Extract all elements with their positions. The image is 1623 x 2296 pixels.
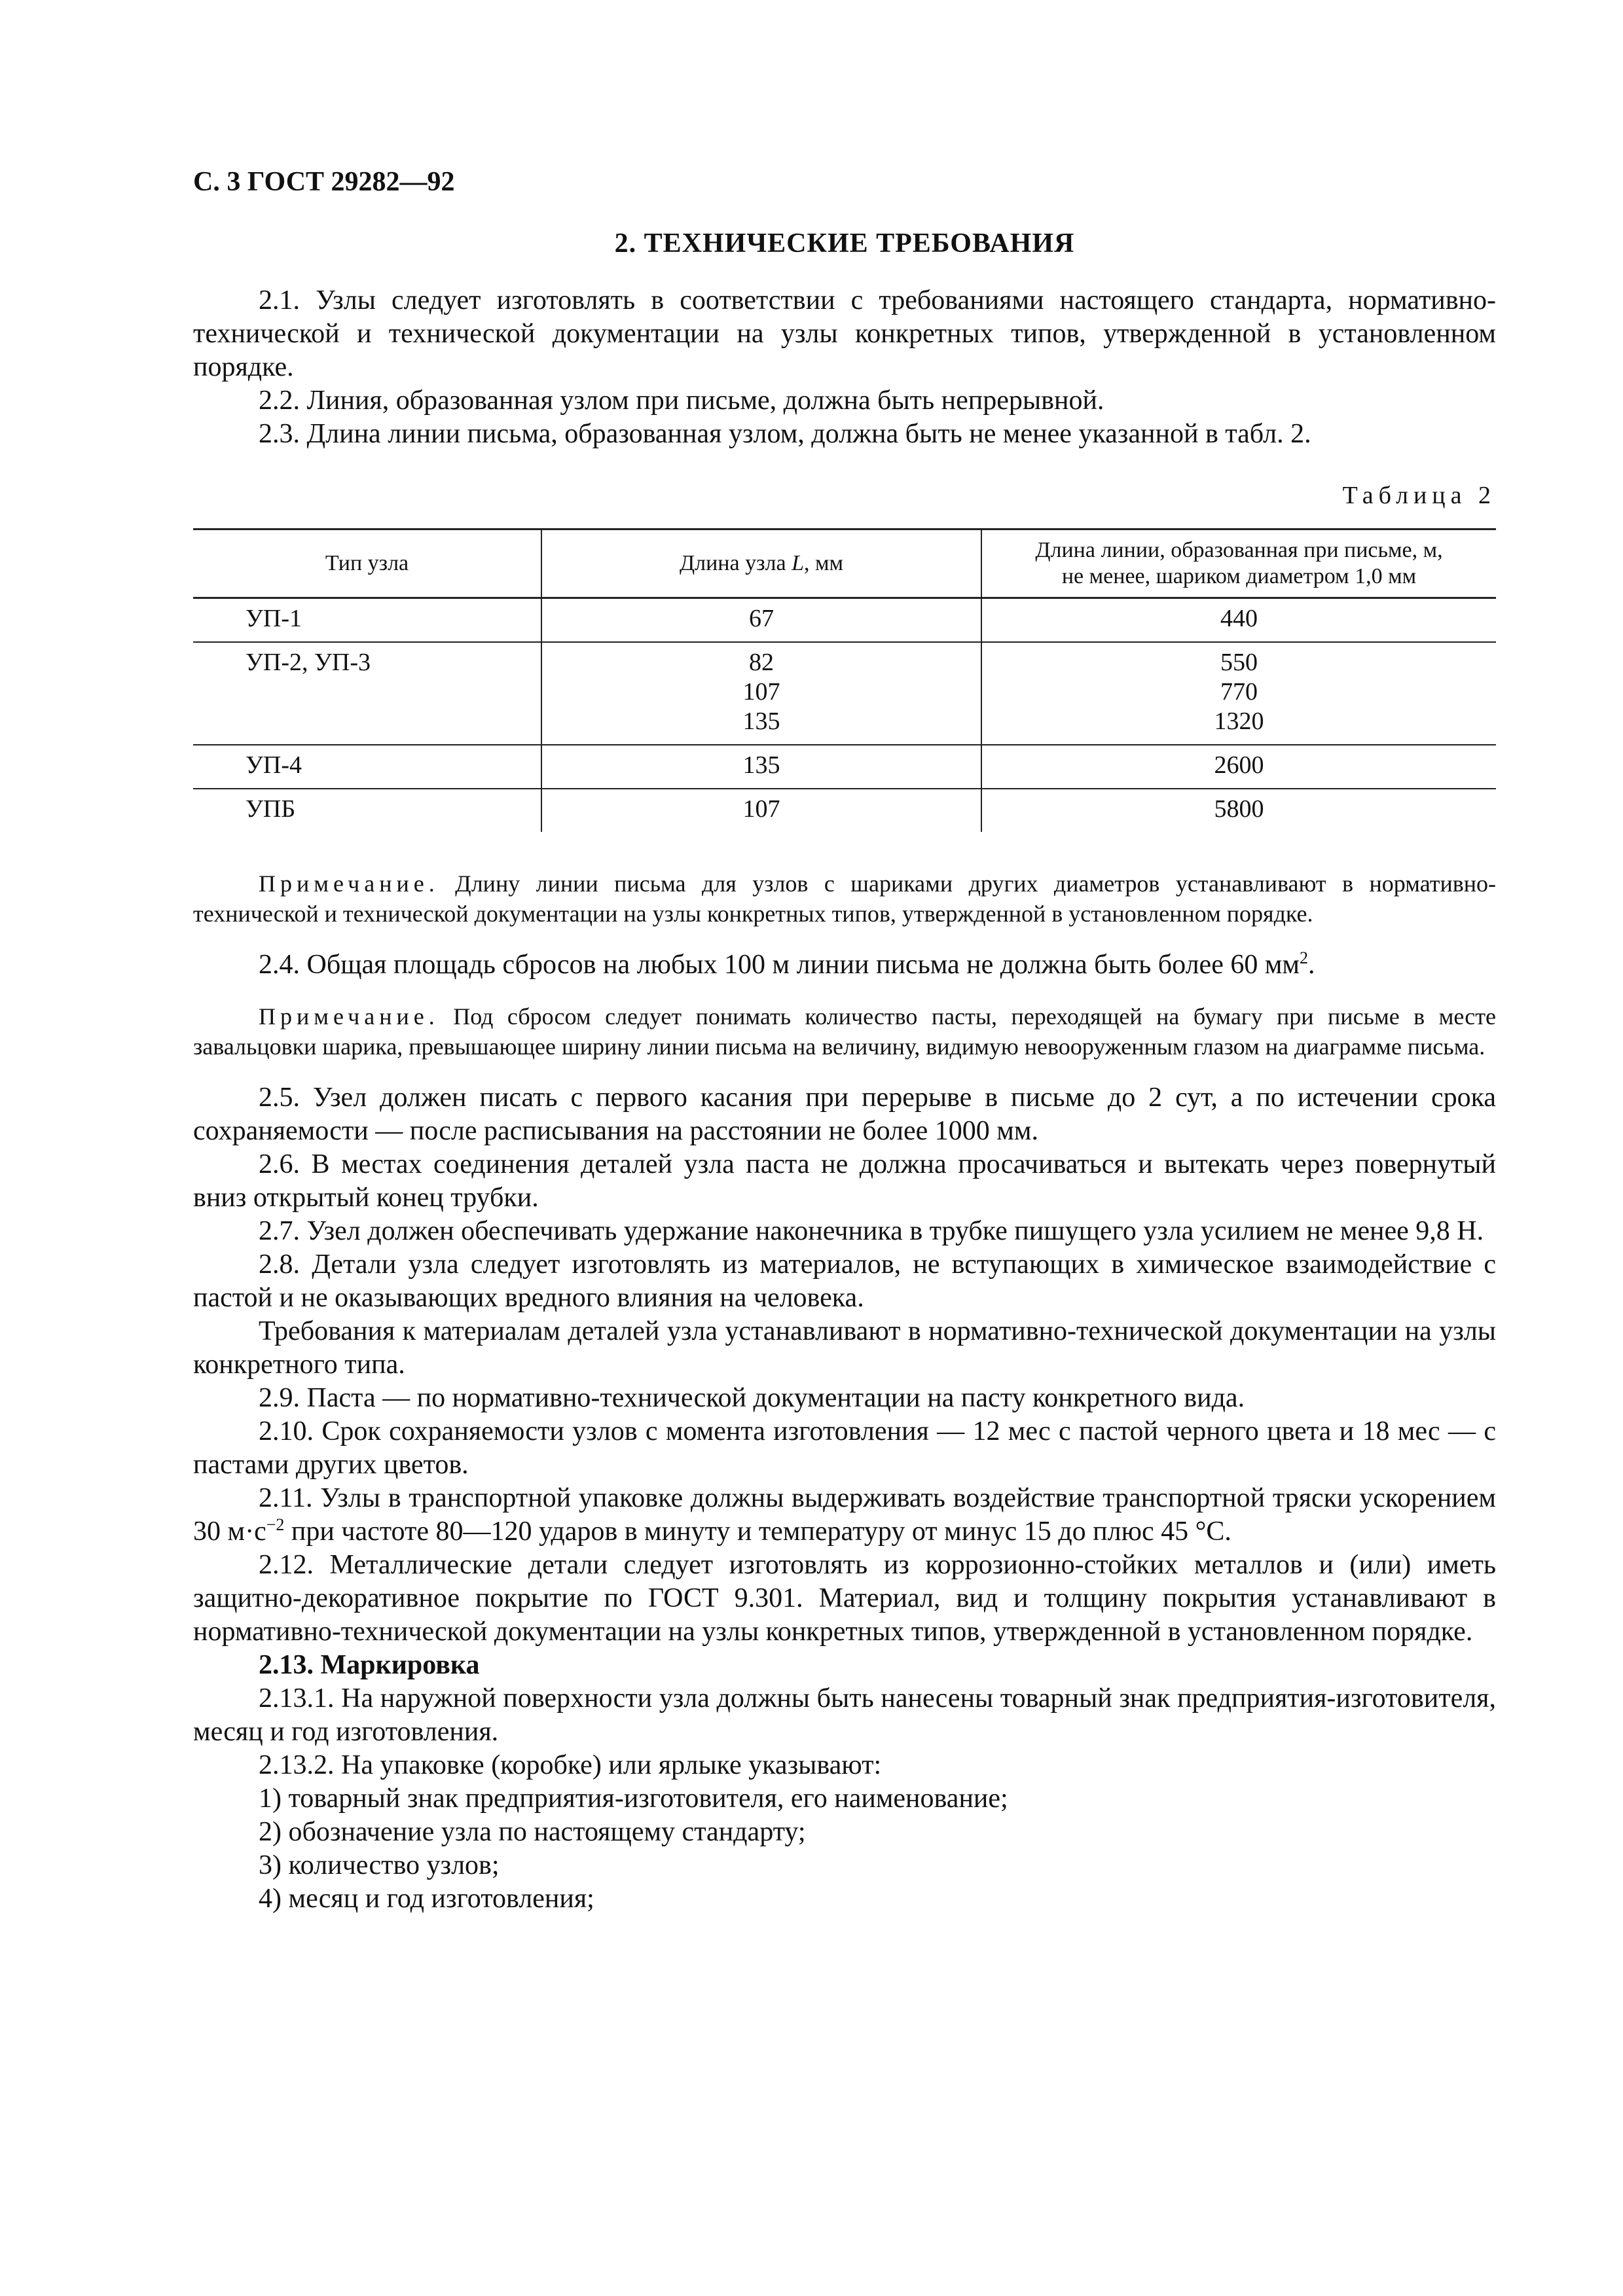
paragraph-2-11: 2.11. Узлы в транспортной упаковке должны выдерживать воздействие транспортной тряски ускорением 30 $м\cdot с^{-2}$ при частоте 80—120 ударов в минуту и температуру от минус 15 до плюс 45 °С.	[193, 1483, 1496, 1547]
paragraph-2-7: 2.7. Узел должен обеспечивать удержание наконечника в трубке пишущего узла усилием не менее 9,8 Н.	[259, 1216, 1484, 1246]
paragraph-2-1: 2.1. Узлы следует изготовлять в соответствии с требованиями настоящего стандарта, нормативно-технической и технической документации на узлы конкретных типов, утвержденной в установленном порядке.	[193, 285, 1496, 382]
cell-type: УПБ	[246, 795, 296, 823]
table-header-row	[193, 529, 1496, 598]
cell-type: УП-4	[193, 745, 541, 789]
cell-line: 2600	[981, 745, 1496, 789]
table-header-length: Длина узла L, мм	[541, 529, 981, 598]
list-item: 3) количество узлов;	[259, 1850, 500, 1880]
table-row	[193, 745, 1496, 789]
cell-length: 135	[541, 745, 981, 789]
cell-length: 67	[541, 598, 981, 643]
cell-type: УП-1	[193, 598, 541, 643]
table-header-type: Тип узла	[193, 529, 541, 598]
paragraph-2-4: 2.4. Общая площадь сбросов на любых 100 м линии письма не должна быть более 60 $мм^2$.	[259, 948, 1315, 980]
paragraph-2-2: 2.2. Линия, образованная узлом при письме, должна быть непрерывной.	[259, 386, 1104, 416]
cell-length: 82 107 135	[541, 642, 981, 745]
note-label: Примечание.	[259, 870, 439, 897]
note-label: Примечание.	[259, 1003, 439, 1030]
section-title: 2. ТЕХНИЧЕСКИЕ ТРЕБОВАНИЯ	[614, 228, 1075, 259]
note-2	[193, 1001, 1496, 1062]
paragraph-2-10: 2.10. Срок сохраняемости узлов с момента изготовления — 12 мес с пастой черного цвета и 18 мес — с пастами других цветов.	[193, 1416, 1496, 1480]
cell-line: 440	[981, 598, 1496, 643]
cell-line: 5800	[981, 789, 1496, 832]
table-2	[193, 528, 1496, 832]
cell-type: УП-2, УП-3	[193, 642, 541, 745]
paragraph-2-13-2: 2.13.2. На упаковке (коробке) или ярлыке указывают:	[259, 1750, 882, 1780]
table-row	[193, 789, 1496, 832]
paragraph-2-8: 2.8. Детали узла следует изготовлять из материалов, не вступающих в химическое взаимодействие с пастой и не оказывающих вредного влияния на человека.	[193, 1249, 1496, 1313]
paragraph-2-8-materials: Требования к материалам деталей узла устанавливают в нормативно-технической документации на узлы конкретного типа.	[193, 1316, 1496, 1380]
table-caption: Таблица 2	[1342, 482, 1496, 509]
paragraph-2-6: 2.6. В местах соединения деталей узла паста не должна просачиваться и вытекать через повернутый вниз открытый конец трубки.	[193, 1149, 1496, 1213]
subsection-title-marking: 2.13. Маркировка	[259, 1650, 480, 1680]
paragraph-2-9: 2.9. Паста — по нормативно-технической документации на пасту конкретного вида.	[259, 1383, 1245, 1413]
list-item: 4) месяц и год изготовления;	[259, 1884, 594, 1914]
table-header-line-length: Длина линии, образованная при письме, м, не менее, шариком диаметром 1,0 мм	[981, 529, 1496, 598]
table-row	[193, 598, 1496, 643]
cell-length: 107	[541, 789, 981, 832]
table-row	[193, 642, 1496, 745]
paragraph-2-12: 2.12. Металлические детали следует изготовлять из коррозионно-стойких металлов и (или) иметь защитно-декоративное покрытие по ГОСТ 9.301. Материал, вид и толщину покрытия устанавливают в нормативно-технической документации на узлы конкретных типов, утвержденной в установленном порядке.	[193, 1550, 1496, 1647]
document-page	[193, 164, 1496, 1916]
note-1	[193, 869, 1496, 929]
paragraph-2-3: 2.3. Длина линии письма, образованная узлом, должна быть не менее указанной в табл. 2.	[259, 419, 1311, 449]
note-text: Длину линии письма для узлов с шариками других диаметров устанавливают в нормативно-технической и технической документации на узлы конкретных типов, утвержденной в установленном порядке.	[193, 870, 1496, 927]
note-text: Под сбросом следует понимать количество пасты, переходящей на бумагу при письме в месте завальцовки шарика, превышающее ширину линии письма на величину, видимую невооруженным глазом на диаграмме письма.	[193, 1003, 1496, 1060]
cell-line: 550 770 1320	[981, 642, 1496, 745]
list-item: 1) товарный знак предприятия-изготовителя, его наименование;	[259, 1784, 1008, 1814]
page-header: С. 3 ГОСТ 29282—92	[193, 167, 455, 197]
list-item: 2) обозначение узла по настоящему стандарту;	[259, 1817, 806, 1847]
paragraph-2-13-1: 2.13.1. На наружной поверхности узла должны быть нанесены товарный знак предприятия-изготовителя, месяц и год изготовления.	[193, 1683, 1496, 1747]
paragraph-2-5: 2.5. Узел должен писать с первого касания при перерыве в письме до 2 сут, а по истечении срока сохраняемости — после расписывания на расстоянии не более 1000 мм.	[193, 1083, 1496, 1146]
